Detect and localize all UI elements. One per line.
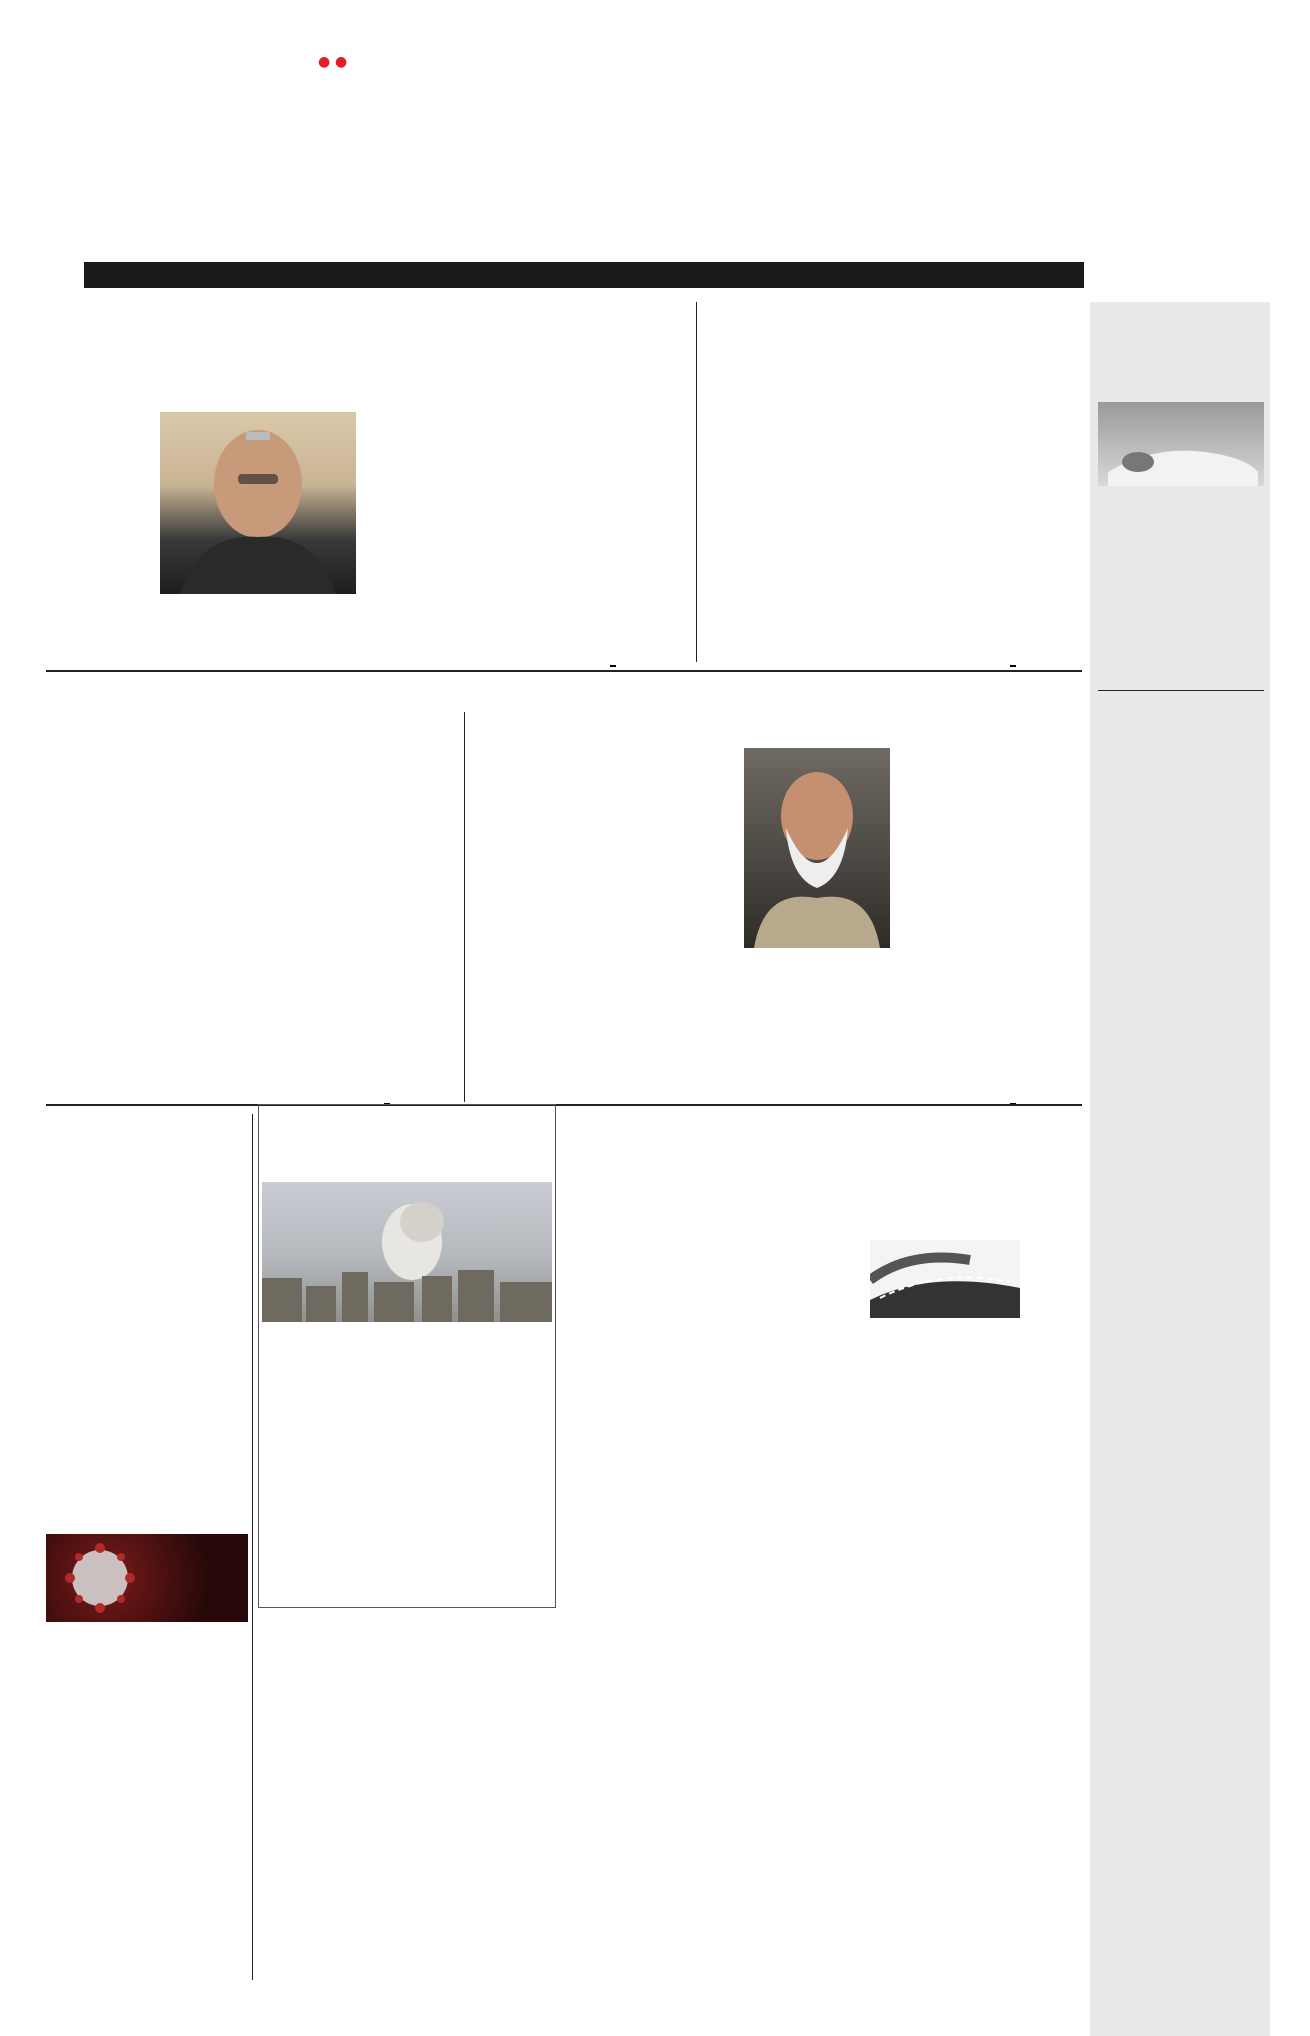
ddc-col-2 <box>160 598 356 662</box>
section-rule <box>46 670 1082 672</box>
red-dot-icon: ● <box>318 54 331 70</box>
army-photo <box>1098 402 1264 486</box>
g20-col-1 <box>478 748 604 1098</box>
g20-col-2 <box>610 748 738 1098</box>
israel-col-1 <box>262 1328 402 1604</box>
modi-photo <box>744 748 890 948</box>
ec-col-1 <box>708 366 826 662</box>
leh-col-1 <box>588 1136 718 1388</box>
see-more-g20[interactable] <box>1010 1090 1016 1109</box>
jem-body <box>1098 796 1264 1066</box>
tunnel-body <box>46 1170 248 1420</box>
gaza-photo <box>262 1182 552 1322</box>
israel-col-2 <box>408 1328 552 1604</box>
divider <box>464 712 465 1102</box>
congress-col-1 <box>46 782 178 1098</box>
divider <box>696 302 697 662</box>
ddc-col-4 <box>522 412 682 652</box>
congress-col-3 <box>322 782 454 1086</box>
leh-col-3a <box>860 1136 990 1238</box>
section-rule <box>46 1104 1082 1106</box>
army-body <box>1098 492 1264 674</box>
divider <box>252 1114 253 1980</box>
red-dot-icon: ● <box>335 54 348 70</box>
covid-photo <box>46 1534 248 1622</box>
sec-sharma-photo <box>160 412 356 594</box>
ddc-col-3 <box>364 412 516 662</box>
see-more-ec[interactable] <box>1010 652 1016 671</box>
g20-col-4 <box>896 748 1080 1086</box>
divider <box>1098 690 1264 691</box>
leh-col-2 <box>724 1136 854 1388</box>
highway-photo <box>870 1240 1020 1318</box>
see-more-ddc[interactable] <box>610 652 616 671</box>
newspaper-title <box>196 68 1116 238</box>
info-bar <box>84 262 1084 288</box>
congress-col-2 <box>184 782 316 1098</box>
ddc-col-1 <box>46 412 154 662</box>
ec-col-2 <box>832 366 950 662</box>
ec-col-3 <box>956 366 1080 652</box>
covid-body <box>46 1628 248 1980</box>
g20-col-3 <box>744 952 890 1098</box>
